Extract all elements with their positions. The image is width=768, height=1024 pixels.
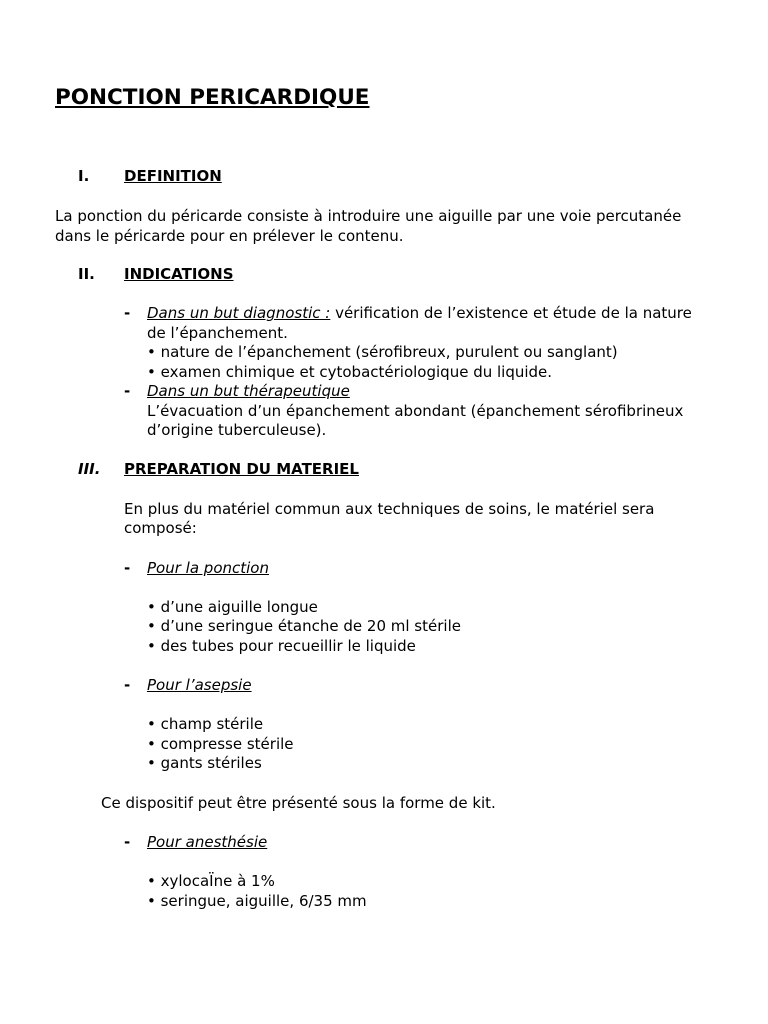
diagnostic-text: vérification de l’existence et étude de la nature xyxy=(330,304,692,322)
therapeutique-label: Dans un but thérapeutique xyxy=(147,382,350,400)
list-item: • champ stérile xyxy=(147,715,264,733)
section-number-2: II. xyxy=(78,265,95,283)
document-title: PONCTION PERICARDIQUE xyxy=(55,85,370,110)
list-item: • d’une seringue étanche de 20 ml stérile xyxy=(147,617,461,635)
indication-diagnostic xyxy=(147,304,692,324)
list-dash: - xyxy=(124,676,131,694)
diagnostic-text-continued: de l’épanchement. xyxy=(147,323,288,342)
list-item: • des tubes pour recueillir le liquide xyxy=(147,636,416,655)
section-title-indications: INDICATIONS xyxy=(124,265,234,283)
section-number-3: III. xyxy=(78,460,101,478)
therapeutique-text-1: L’évacuation d’un épanchement abondant (épanchement sérofibrineux xyxy=(147,401,684,420)
ponction-label: Pour la ponction xyxy=(147,558,269,577)
materiel-intro-1: En plus du matériel commun aux techniques de soins, le matériel sera xyxy=(124,499,655,518)
diagnostic-label: Dans un but diagnostic : xyxy=(147,304,331,322)
section-title-definition: DEFINITION xyxy=(124,167,222,185)
list-dash: - xyxy=(124,832,131,851)
list-dash: - xyxy=(124,304,131,322)
materiel-intro-2: composé: xyxy=(124,519,197,537)
definition-line-2: dans le péricarde pour en prélever le contenu. xyxy=(55,226,404,245)
therapeutique-text-2: d’origine tuberculeuse). xyxy=(147,421,327,439)
asepsie-label: Pour l’asepsie xyxy=(147,676,252,694)
list-item: • seringue, aiguille, 6/35 mm xyxy=(147,891,367,910)
definition-line-1: La ponction du péricarde consiste à introduire une aiguille par une voie percutanée xyxy=(55,207,682,225)
list-dash: - xyxy=(124,558,131,577)
list-item: • d’une aiguille longue xyxy=(147,597,318,616)
list-item: • gants stériles xyxy=(147,754,262,772)
anesthesie-label: Pour anesthésie xyxy=(147,832,268,851)
kit-note: Ce dispositif peut être présenté sous la forme de kit. xyxy=(101,793,496,812)
list-item: • xylocaÏne à 1% xyxy=(147,872,275,890)
list-item: • examen chimique et cytobactériologique du liquide. xyxy=(147,362,553,381)
section-number-1: I. xyxy=(78,167,90,185)
list-item: • compresse stérile xyxy=(147,734,294,753)
list-dash: - xyxy=(124,382,131,400)
section-title-materiel: PREPARATION DU MATERIEL xyxy=(124,460,359,478)
list-item: • nature de l’épanchement (sérofibreux, purulent ou sanglant) xyxy=(147,343,618,361)
